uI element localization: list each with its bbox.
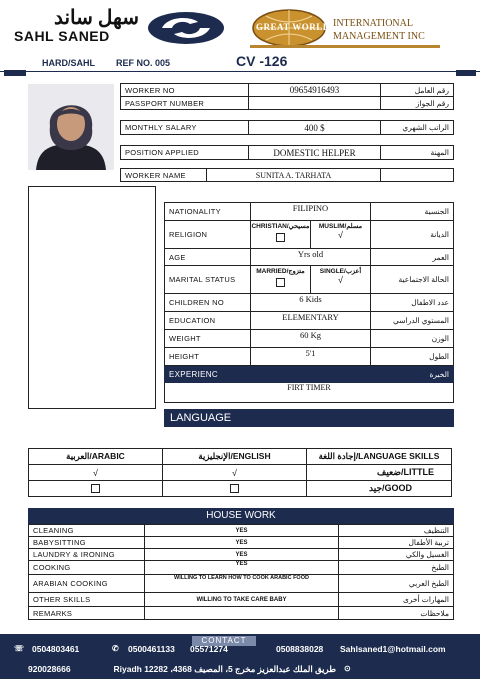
table-row xyxy=(29,607,454,620)
value-experience: FIRT TIMER xyxy=(165,383,454,403)
level-little: ضعيف/LITTLE xyxy=(307,465,452,481)
email-link[interactable]: Sahlsaned1@hotmail.com xyxy=(340,644,446,654)
hw-label-cooking: COOKING xyxy=(29,561,145,575)
table-row xyxy=(165,203,454,221)
value-salary: 400 $ xyxy=(249,121,381,135)
table-row xyxy=(29,537,454,549)
label-marital: MARITAL STATUS xyxy=(165,266,251,294)
header-rule xyxy=(0,71,480,72)
arabic-salary: الراتب الشهري xyxy=(381,121,454,135)
arabic-education: المستوي الدراسي xyxy=(371,312,454,330)
label-salary: MONTHLY SALARY xyxy=(121,121,249,135)
label-children: CHILDREN NO xyxy=(165,294,251,312)
lang-col-arabic: العربية/ARABIC xyxy=(29,449,163,465)
hw-value-laundry: YES xyxy=(145,549,339,561)
lang-col-skills: إجادة اللغة/LANGUAGE SKILLS xyxy=(307,449,452,465)
language-section-header xyxy=(164,409,454,427)
label-position: POSITION APPLIED xyxy=(121,146,249,160)
header-accent-left xyxy=(4,70,26,76)
hw-arabic-babysitting: تربية الأطفال xyxy=(339,537,454,549)
value-education: ELEMENTARY xyxy=(251,312,371,330)
label-height: HEIGHT xyxy=(165,348,251,366)
table-row xyxy=(165,294,454,312)
partner-name-line1: INTERNATIONAL xyxy=(333,18,413,29)
label-worker-no: WORKER NO xyxy=(121,84,249,97)
arabic-position: المهنة xyxy=(381,146,454,160)
table-row xyxy=(165,266,454,294)
hw-arabic-other-skills: المهارات أخرى xyxy=(339,593,454,607)
table-row xyxy=(29,481,452,497)
phone-icon: ☏ xyxy=(14,644,25,653)
sahl-saned-logo xyxy=(14,8,139,44)
religion-christian-checkbox[interactable] xyxy=(276,233,285,242)
worker-photo xyxy=(28,84,114,170)
label-passport: PASSPORT NUMBER xyxy=(121,97,249,110)
label-worker-name: WORKER NAME xyxy=(121,169,207,182)
phone-3[interactable]: 05571274 xyxy=(190,644,228,654)
phone-1[interactable]: 0504803461 xyxy=(32,644,80,654)
mobile-icon: ✆ xyxy=(112,644,119,653)
hw-arabic-cooking: الطبخ xyxy=(339,561,454,575)
marital-option-married: MARRIED/متزوج xyxy=(256,268,305,275)
company-emblem-icon xyxy=(146,10,226,46)
arabic-little-checkmark[interactable]: √ xyxy=(93,467,98,478)
table-row xyxy=(121,146,454,160)
hw-label-arabian-cooking: ARABIAN COOKING xyxy=(29,575,145,593)
value-nationality: FILIPINO xyxy=(251,203,371,221)
value-height: 5'1 xyxy=(251,348,371,366)
table-row xyxy=(121,84,454,97)
hw-value-other-skills: WILLING TO TAKE CARE BABY xyxy=(145,593,339,607)
hw-value-babysitting: YES xyxy=(145,537,339,549)
table-row xyxy=(29,525,454,537)
hw-label-cleaning: CLEANING xyxy=(29,525,145,537)
partner-name-line2: MANAGEMENT INC xyxy=(333,31,425,42)
hw-value-cooking: YES xyxy=(145,561,339,575)
details-table xyxy=(164,202,454,403)
arabic-worker-name xyxy=(381,169,454,182)
language-title: LANGUAGE xyxy=(170,412,232,424)
footer-line1 xyxy=(14,644,474,656)
address: طريق الملك عبدالعزيز مخرج 5، المصيف 4368، Riyadh 12282 xyxy=(113,664,336,674)
hw-arabic-remarks: ملاحظات xyxy=(339,607,454,620)
full-photo-box xyxy=(28,186,156,409)
cv-code: CV -126 xyxy=(236,53,288,69)
language-table xyxy=(28,448,452,497)
house-work-title: HOUSE WORK xyxy=(206,510,276,521)
level-good: جيد/GOOD xyxy=(307,481,452,497)
hw-value-remarks xyxy=(145,607,339,620)
header-accent-right xyxy=(456,70,476,76)
hw-value-cleaning: YES xyxy=(145,525,339,537)
ref-left: HARD/SAHL xyxy=(42,58,95,68)
label-education: EDUCATION xyxy=(165,312,251,330)
arabic-weight: الوزن xyxy=(371,330,454,348)
hw-arabic-arabian-cooking: الطبخ العربي xyxy=(339,575,454,593)
table-row xyxy=(29,593,454,607)
contact-label: CONTACT xyxy=(201,636,247,645)
label-religion: RELIGION xyxy=(165,221,251,249)
hw-value-arabian-cooking: WILLING TO LEARN HOW TO COOK ARABIC FOOD xyxy=(145,575,339,593)
arabic-marital: الحالة الاجتماعية xyxy=(371,266,454,294)
table-row xyxy=(29,449,452,465)
value-position: DOMESTIC HELPER xyxy=(249,146,381,160)
table-row xyxy=(121,121,454,135)
value-passport xyxy=(249,97,381,110)
arabic-worker-no: رقم العامل xyxy=(381,84,454,97)
marital-married-checkbox[interactable] xyxy=(276,278,285,287)
salary-table xyxy=(120,120,454,135)
religion-muslim-checkmark[interactable]: √ xyxy=(338,230,343,240)
arabic-experience: الخبرة xyxy=(311,366,454,383)
arabic-height: الطول xyxy=(371,348,454,366)
label-experience: EXPERIENC xyxy=(165,366,311,383)
phone-4[interactable]: 0508838028 xyxy=(276,644,324,654)
location-icon: ⊙ xyxy=(344,664,351,673)
religion-option-muslim: MUSLIM/مسلم xyxy=(318,223,363,230)
table-row xyxy=(121,169,454,182)
table-row xyxy=(29,575,454,593)
marital-option-single: SINGLE/أعزب xyxy=(319,268,362,275)
house-work-header xyxy=(28,508,454,524)
marital-single-checkmark[interactable]: √ xyxy=(338,275,343,285)
label-nationality: NATIONALITY xyxy=(165,203,251,221)
hw-arabic-cleaning: التنظيف xyxy=(339,525,454,537)
lang-col-english: الإنجليزية/ENGLISH xyxy=(163,449,307,465)
worker-id-table xyxy=(120,83,454,110)
label-weight: WEIGHT xyxy=(165,330,251,348)
table-row xyxy=(29,549,454,561)
table-row xyxy=(165,383,454,403)
table-row xyxy=(121,97,454,110)
hw-label-babysitting: BABYSITTING xyxy=(29,537,145,549)
religion-option-christian: CHRISTIAN/مسيحي xyxy=(251,223,310,230)
table-row xyxy=(165,249,454,266)
arabic-good-checkbox[interactable] xyxy=(91,484,100,493)
hw-arabic-laundry: الغسيل والكي xyxy=(339,549,454,561)
value-weight: 60 Kg xyxy=(251,330,371,348)
english-little-checkmark[interactable]: √ xyxy=(232,467,237,478)
value-age: Yrs old xyxy=(251,249,371,266)
position-table xyxy=(120,145,454,160)
value-worker-no: 09654916493 xyxy=(249,84,381,97)
phone-2[interactable]: 0500461133 xyxy=(128,644,175,654)
experience-header-row xyxy=(165,366,454,383)
gold-divider xyxy=(250,45,440,48)
table-row xyxy=(165,312,454,330)
arabic-passport: رقم الجواز xyxy=(381,97,454,110)
phone-5[interactable]: 920028666 xyxy=(28,664,71,674)
label-age: AGE xyxy=(165,249,251,266)
company-arabic-name: سهل ساند xyxy=(53,7,139,29)
table-row xyxy=(165,348,454,366)
arabic-religion: الديانة xyxy=(371,221,454,249)
ref-number: REF NO. 005 xyxy=(116,58,171,68)
table-row xyxy=(29,465,452,481)
arabic-nationality: الجنسية xyxy=(371,203,454,221)
table-row xyxy=(165,330,454,348)
arabic-age: العمر xyxy=(371,249,454,266)
english-good-checkbox[interactable] xyxy=(230,484,239,493)
name-table xyxy=(120,168,454,182)
footer-line2 xyxy=(14,664,474,676)
value-children: 6 Kids xyxy=(251,294,371,312)
hw-label-laundry: LAUNDRY & IRONING xyxy=(29,549,145,561)
partner-logo-text: GREAT WORLD xyxy=(256,22,330,32)
house-work-table xyxy=(28,524,454,620)
hw-label-other-skills: OTHER SKILLS xyxy=(29,593,145,607)
value-worker-name: SUNITA A. TARHATA xyxy=(207,169,381,182)
table-row xyxy=(165,221,454,249)
company-english-name: SAHL SANED xyxy=(14,28,110,44)
table-row xyxy=(29,561,454,575)
arabic-children: عدد الاطفال xyxy=(371,294,454,312)
hw-label-remarks: REMARKS xyxy=(29,607,145,620)
